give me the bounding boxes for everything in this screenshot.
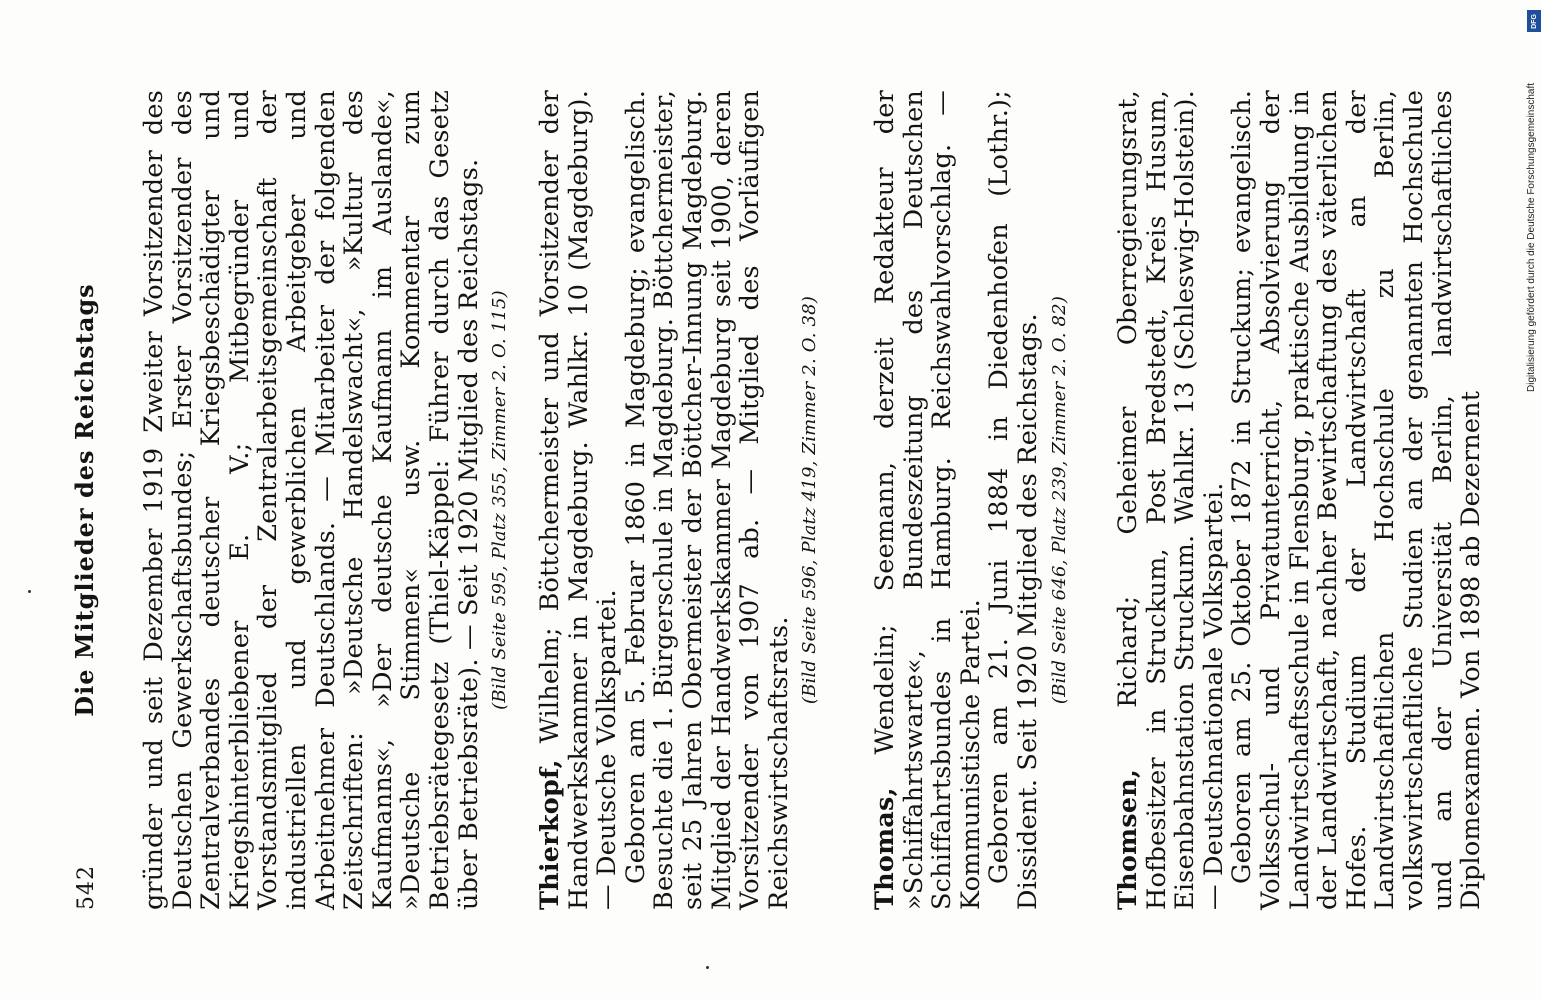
scan-speck	[706, 966, 709, 969]
entry-reference: (Bild Seite 596, Platz 419, Zimmer 2. O. 38)	[799, 295, 821, 705]
entry-thierkopf	[536, 90, 821, 910]
entry-reference: (Bild Seite 595, Platz 355, Zimmer 2. O. 115)	[489, 290, 511, 710]
entry-thomsen	[1114, 90, 1486, 910]
digitization-credit	[1526, 0, 1542, 400]
entry-lead	[1114, 90, 1228, 910]
entry-paragraph: Geboren am 21. Juni 1884 in Diedenhofen (Lothr.); Dissident. Seit 1920 Mitglied des Reichstags.	[984, 90, 1043, 910]
entry-lead-text: Wendelin; Seemann, derzeit Redakteur der »Schiffahrtswarte«, Bundeszeitung des Deutschen Schiffahrtsbundes in Hamburg. Reichswahlvorschlag. — Kommunistische Partei.	[870, 90, 986, 910]
entry-paragraph: Geboren am 25. Oktober 1872 in Struckum; evangelisch. Volksschul- und Privatunterricht, Absolvierung der Landwirtschaftsschule in Flensburg, praktische Ausbildung in der Landwirtschaft, nachher Bewirtschaftung des väterlichen Hofes. Studium der Landwirtschaft an der Landwirtschaftlichen Hochschule zu Berlin, volkswirtschaftliche Studien an der genannten Hochschule und an der Universität Berlin, landwirtschaftliches Diplomexamen. Von 1898 ab Dezernent	[1227, 90, 1487, 910]
page-header	[70, 90, 110, 910]
entry-continuation	[140, 90, 511, 910]
entry-thomas	[871, 90, 1071, 910]
entry-paragraph: gründer und seit Dezember 1919 Zweiter Vorsitzender des Deutschen Gewerkschaftsbundes; Erster Vorsitzender des Zentralverbandes deutscher Kriegsbeschädigter und Kriegshinterbliebener E. V.; Mitbegründer und Vorstandsmitglied der Zentralarbeitsgemeinschaft der industriellen und gewerblichen Arbeitgeber und Arbeitnehmer Deutschlands. — Mitarbeiter der folgenden Zeitschriften: »Deutsche Handelswacht«, »Kultur des Kaufmanns«, »Der deutsche Kaufmann im Auslande«, »Deutsche Stimmen« usw. Kommentar zum Betriebsrätegesetz (Thiel-Käppel: Führer durch das Gesetz über Betriebsräte). — Seit 1920 Mitglied des Reichstags.	[139, 90, 484, 910]
entry-name: Thomas,	[870, 787, 900, 910]
entry-lead	[536, 90, 622, 910]
entry-reference: (Bild Seite 646, Platz 239, Zimmer 2. O. 82)	[1048, 295, 1070, 705]
entry-paragraph: Geboren am 5. Februar 1860 in Magdeburg; evangelisch. Besuchte die 1. Bürgerschule in Magdeburg. Böttchermeister, seit 25 Jahren Obermeister der Böttcher-Innung Magdeburg. Mitglied der Handwerkskammer Magdeburg seit 1900, deren Vorsitzender von 1907 ab. — Mitglied des Vorläufigen Reichswirtschaftsrats.	[620, 90, 794, 910]
entry-name: Thierkopf,	[535, 759, 565, 910]
page-number: 542	[74, 865, 99, 910]
credit-text: Digitalisierung gefördert durch die Deutsche Forschungsgemeinschaft	[1526, 82, 1537, 392]
running-title: Die Mitglieder des Reichstags	[70, 283, 99, 717]
entry-lead-text: Wilhelm; Böttchermeister und Vorsitzender der Handwerkskammer in Magdeburg. Wahlkr. 10 (Magdeburg). — Deutsche Volkspartei.	[535, 90, 623, 910]
entry-name: Thomsen,	[1113, 768, 1143, 910]
entry-lead-text: Richard; Geheimer Oberregierungsrat, Hofbesitzer in Struckum, Post Bredstedt, Kreis Husum, Eisenbahnstation Struckum. Wahlkr. 13 (Schleswig-Holstein). — Deutschnationale Volkspartei.	[1113, 90, 1229, 910]
scan-speck	[28, 590, 31, 593]
entry-lead	[871, 90, 985, 910]
dfg-logo: DFG	[1527, 10, 1541, 32]
